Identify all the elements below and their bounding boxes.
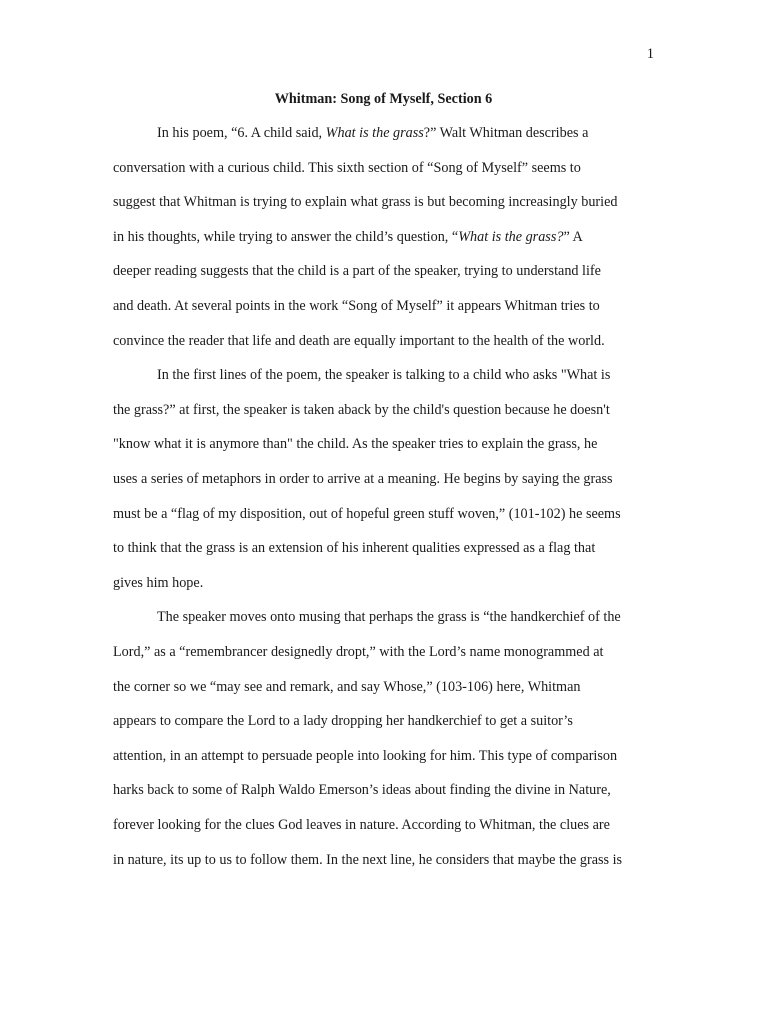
paragraph-1-line-1 [157,124,588,142]
text-segment: appears to compare the Lord to a lady dropping her handkerchief to get a suitor’s [113,713,573,730]
paragraph-1-line-5 [113,262,601,280]
text-segment: harks back to some of Ralph Waldo Emerson’s ideas about finding the divine in Nature, [113,782,611,799]
paragraph-3-line-4 [113,712,573,730]
paragraph-1-line-7 [113,332,605,350]
paragraph-1-line-2 [113,159,581,177]
page-title: Whitman: Song of Myself, Section 6 [274,91,493,107]
paragraph-1-line-4 [113,228,583,246]
text-segment: suggest that Whitman is trying to explain what grass is but becoming increasingly buried [113,194,618,211]
text-segment: must be a “flag of my disposition, out of hopeful green stuff woven,” (101-102) he seems [113,505,621,522]
paragraph-3-line-7 [113,816,610,834]
text-segment: ?” Walt Whitman describes a [423,125,589,141]
paragraph-2-line-7 [113,574,203,592]
text-segment: forever looking for the clues God leaves in nature. According to Whitman, the clues are [113,817,610,833]
paragraph-2-line-6 [113,539,595,557]
text-segment: The speaker moves onto musing that perhaps the grass is “the handkerchief of the [157,609,621,626]
italic-quote: What is the grass? [458,228,564,245]
page-number: 1 [646,46,654,62]
text-segment: In his poem, “6. A child said, [157,125,326,141]
text-segment: "know what it is anymore than" the child. As the speaker tries to explain the grass, he [113,436,598,453]
paragraph-2-line-4 [113,470,613,488]
paragraph-3-line-6 [113,781,611,799]
paragraph-1-line-6 [113,297,600,315]
text-segment: ” A [563,228,583,245]
text-segment: convince the reader that life and death are equally important to the health of the world. [113,332,605,349]
text-segment: conversation with a curious child. This sixth section of “Song of Myself” seems to [113,159,581,176]
paragraph-2-line-1 [157,366,610,384]
paragraph-2-line-3 [113,435,597,453]
paragraph-3-line-5 [113,747,617,765]
paragraph-3-line-8 [113,851,622,869]
text-segment: and death. At several points in the work “Song of Myself” it appears Whitman tries to [113,298,600,314]
paragraph-2-line-2 [113,401,610,419]
paragraph-3-line-2 [113,643,603,661]
text-segment: In the first lines of the poem, the speaker is talking to a child who asks "What is [157,367,611,384]
text-segment: the corner so we “may see and remark, and say Whose,” (103-106) here, Whitman [113,678,581,695]
paragraph-3-line-1 [157,608,621,626]
text-segment: uses a series of metaphors in order to arrive at a meaning. He begins by saying the grass [113,471,613,487]
text-segment: to think that the grass is an extension of his inherent qualities expressed as a flag that [113,540,596,557]
text-segment: the grass?” at first, the speaker is taken aback by the child's question because he doesn't [113,401,610,418]
paragraph-3-line-3 [113,678,581,696]
text-segment: deeper reading suggests that the child is a part of the speaker, trying to understand life [113,263,601,280]
text-segment: Lord,” as a “remembrancer designedly dropt,” with the Lord’s name monogrammed at [113,644,604,660]
paragraph-1-line-3 [113,193,618,211]
text-segment: gives him hope. [113,574,204,591]
text-segment: attention, in an attempt to persuade people into looking for him. This type of comparison [113,747,618,764]
text-segment: in his thoughts, while trying to answer the child’s question, “ [113,228,459,245]
text-segment: in nature, its up to us to follow them. In the next line, he considers that maybe the grass is [113,851,623,868]
italic-quote: What is the grass [325,125,424,141]
paragraph-2-line-5 [113,505,621,523]
